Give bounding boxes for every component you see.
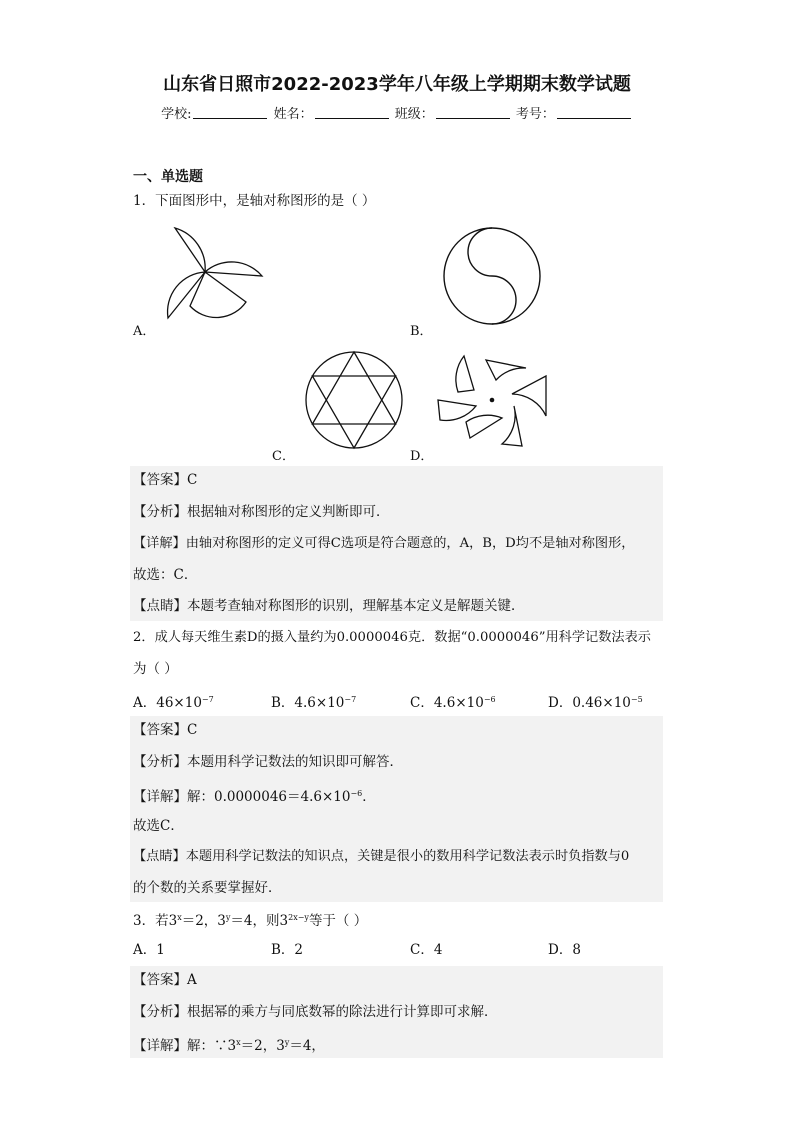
q2-conclusion: 故选C．	[133, 818, 184, 834]
q2-stem-line2: 为（ ）	[133, 661, 178, 677]
q1-option-c-label: C．	[272, 449, 295, 464]
q2-analysis: 【分析】本题用科学记数法的知识即可解答．	[133, 754, 403, 770]
q2-option-c-exp: −6	[483, 695, 496, 704]
q1-detail-line2: 故选：C．	[133, 567, 198, 583]
school-label: 学校:	[161, 107, 192, 122]
q1-figure-c	[302, 348, 406, 452]
q2-option-a-label: A．	[133, 695, 157, 711]
q1-figure-a	[160, 224, 268, 324]
q2-detail	[133, 784, 376, 807]
q3-stem-mid1: ＝2，3	[181, 913, 226, 929]
q3-detail	[133, 1033, 325, 1056]
q3-stem	[133, 908, 367, 931]
q1-stem: 1．下面图形中，是轴对称图形的是（ ）	[133, 193, 376, 209]
exam-no-label: 考号：	[515, 107, 555, 122]
q3-stem-exp3: 2x−y	[288, 913, 309, 922]
page-title: 山东省日照市2022-2023学年八年级上学期期末数学试题	[163, 74, 631, 95]
q3-option-b: B．2	[271, 942, 304, 958]
q1-option-b-label: B．	[410, 324, 433, 339]
class-label: 班级：	[394, 107, 434, 122]
q2-option-a-base: 46×10	[156, 695, 202, 711]
q2-option-d-base: 0.46×10	[572, 695, 631, 711]
exam-no-blank	[557, 106, 631, 119]
q2-detail-prefix: 【详解】解：0.0000046＝4.6×10	[133, 789, 351, 805]
q3-detail-prefix: 【详解】解：∵3	[133, 1038, 237, 1054]
q2-option-a	[133, 690, 214, 713]
q1-figure-b	[440, 224, 544, 328]
q2-comment-line1: 【点睛】本题用科学记数法的知识点，关键是很小的数用科学记数法表示时负指数与0	[133, 849, 630, 864]
q3-detail-suffix: ＝4，	[289, 1038, 325, 1054]
q3-answer: 【答案】A	[133, 972, 197, 988]
q1-analysis: 【分析】根据轴对称图形的定义判断即可．	[133, 504, 390, 520]
q3-detail-mid: ＝2，3	[240, 1038, 285, 1054]
q2-solution-box	[130, 716, 663, 902]
class-blank	[436, 106, 510, 119]
q3-stem-prefix: 3．若3	[133, 913, 178, 929]
q3-stem-mid2: ＝4，则3	[230, 913, 289, 929]
q2-option-b	[271, 690, 356, 713]
q2-detail-suffix: ．	[362, 789, 376, 805]
q2-option-c	[410, 690, 496, 713]
q1-figure-d	[436, 350, 548, 454]
q3-option-c: C．4	[410, 942, 443, 958]
q2-option-d	[548, 690, 643, 713]
q1-option-a-label: A．	[133, 324, 156, 339]
q1-option-d-label: D．	[410, 449, 434, 464]
q1-answer: 【答案】C	[133, 472, 198, 488]
q2-option-a-exp: −7	[201, 695, 214, 704]
school-blank	[193, 106, 267, 119]
q1-detail-line1: 【详解】由轴对称图形的定义可得C选项是符合题意的，A，B，D均不是轴对称图形，	[133, 536, 635, 551]
name-blank	[315, 106, 389, 119]
q3-stem-exp1: x	[177, 913, 182, 922]
q2-option-d-label: D．	[548, 695, 573, 711]
q3-stem-suffix: 等于（ ）	[308, 913, 368, 929]
q2-option-b-base: 4.6×10	[294, 695, 345, 711]
q2-option-c-base: 4.6×10	[433, 695, 484, 711]
q2-answer: 【答案】C	[133, 722, 198, 738]
q2-option-b-label: B．	[271, 695, 295, 711]
student-info-line	[0, 103, 794, 122]
q2-option-c-label: C．	[410, 695, 434, 711]
q2-detail-exp: −6	[350, 789, 363, 798]
name-label: 姓名：	[273, 107, 313, 122]
q1-comment: 【点睛】本题考查轴对称图形的识别，理解基本定义是解题关键．	[133, 598, 525, 614]
q2-option-d-exp: −5	[630, 695, 643, 704]
q2-stem-line1: 2．成人每天维生素D的摄入量约为0.0000046克．数据“0.0000046”用科学记数法表示	[133, 630, 651, 645]
q3-stem-exp2: y	[225, 913, 231, 922]
q3-option-d: D．8	[548, 942, 581, 958]
q2-option-b-exp: −7	[344, 695, 357, 704]
q3-detail-exp2: y	[284, 1038, 290, 1047]
q3-option-a: A．1	[133, 942, 165, 958]
q2-comment-line2: 的个数的关系要掌握好．	[133, 880, 282, 896]
q3-detail-exp1: x	[236, 1038, 241, 1047]
section-title: 一、单选题	[133, 169, 203, 185]
q3-analysis: 【分析】根据幂的乘方与同底数幂的除法进行计算即可求解．	[133, 1004, 498, 1020]
